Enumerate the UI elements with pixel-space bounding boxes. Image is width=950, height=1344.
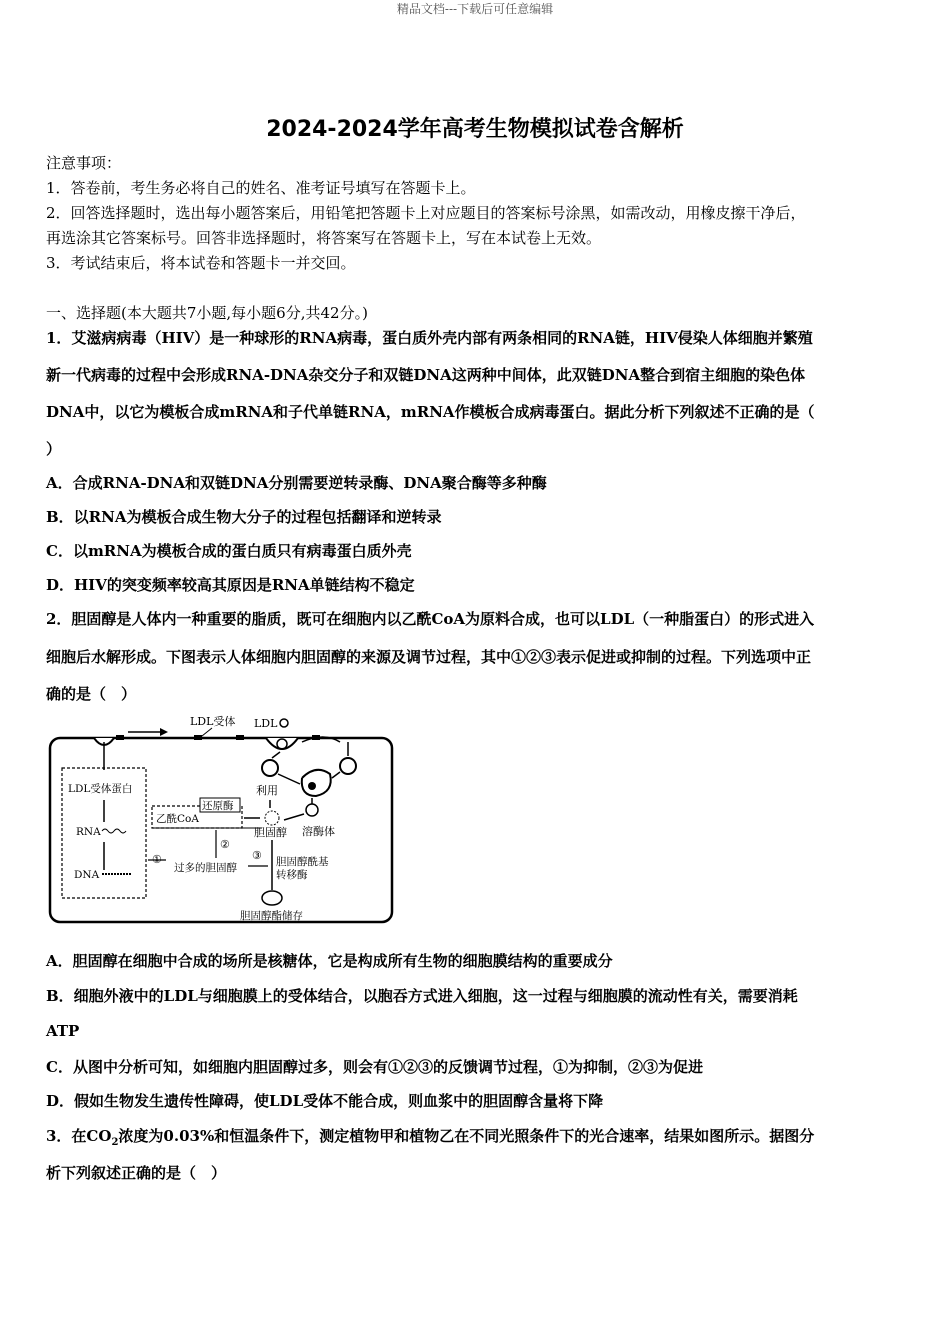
flow-arrow bbox=[272, 752, 280, 758]
mark-2: ② bbox=[220, 838, 230, 851]
label-ldl-receptor: LDL受体 bbox=[190, 715, 236, 728]
transport-arrow-head bbox=[160, 728, 168, 736]
q1-line-3: DNA中，以它为模板合成mRNA和子代单链RNA，mRNA作模板合成病毒蛋白。据此分析下列叙述不正确的是（ bbox=[46, 403, 815, 421]
label-ldl-receptor-protein: LDL受体蛋白 bbox=[68, 783, 133, 795]
q3-line-1 bbox=[46, 1125, 814, 1148]
q3-co2-subscript: 2 bbox=[111, 1137, 119, 1148]
label-excess-cholesterol: 过多的胆固醇 bbox=[174, 862, 237, 874]
label-rna: RNA bbox=[76, 826, 101, 838]
q2-option-d: D．假如生物发生遗传性障碍，使LDL受体不能合成，则血浆中的胆固醇含量将下降 bbox=[46, 1092, 604, 1110]
label-acyltransferase-1: 胆固醇酰基 bbox=[276, 856, 329, 868]
rna-strand bbox=[102, 829, 126, 833]
storage-droplet bbox=[262, 891, 282, 905]
label-cholesterol: 胆固醇 bbox=[254, 826, 287, 839]
membrane-receptor-mark bbox=[116, 735, 124, 740]
label-ldl: LDL bbox=[254, 717, 278, 730]
membrane-receptor-mark bbox=[194, 735, 202, 740]
header-note: 精品文档---下载后可任意编辑 bbox=[396, 2, 554, 16]
q1-option-a: A．合成RNA-DNA和双链DNA分别需要逆转录酶、DNA聚合酶等多种酶 bbox=[46, 474, 547, 492]
ldl-receptor-pointer bbox=[202, 728, 212, 736]
q2-option-b-cont: ATP bbox=[46, 1022, 80, 1040]
label-dna: DNA bbox=[74, 869, 100, 881]
ldl-particle bbox=[280, 719, 288, 727]
label-storage: 胆固醇酯储存 bbox=[240, 910, 303, 922]
section-heading: 一、选择题(本大题共7小题,每小题6分,共42分。) bbox=[46, 304, 368, 322]
flow-arrow bbox=[284, 814, 304, 820]
q1-line-2: 新一代病毒的过程中会形成RNA-DNA杂交分子和双链DNA这两种中间体，此双链DNA整合到宿主细胞的染色体 bbox=[46, 366, 806, 384]
notice-item-1: 1．答卷前，考生务必将自己的姓名、准考证号填写在答题卡上。 bbox=[46, 179, 476, 197]
mark-3: ③ bbox=[252, 849, 262, 862]
label-use: 利用 bbox=[256, 784, 278, 797]
label-acetyl-coa: 乙酰CoA bbox=[156, 813, 199, 825]
label-acyltransferase-2: 转移酶 bbox=[276, 869, 308, 881]
cholesterol-diagram bbox=[44, 712, 400, 928]
q2-line-2: 细胞后水解形成。下图表示人体细胞内胆固醇的来源及调节过程，其中①②③表示促进或抑制的过程。下列选项中正 bbox=[46, 648, 812, 666]
q3-line-1-rest: 浓度为0.03%和恒温条件下，测定植物甲和植物乙在不同光照条件下的光合速率，结果如图所示。据图分 bbox=[118, 1127, 815, 1145]
lysosome-core bbox=[308, 782, 316, 790]
flow-arrow bbox=[278, 774, 300, 784]
q3-line-2: 析下列叙述正确的是（ ） bbox=[46, 1164, 227, 1182]
q2-line-3: 确的是（ ） bbox=[46, 685, 137, 703]
notice-item-2: 2．回答选择题时，选出每小题答案后，用铅笔把答题卡上对应题目的答案标号涂黑，如需改动，用橡皮擦干净后， bbox=[46, 204, 806, 222]
membrane-receptor-mark bbox=[236, 735, 244, 740]
mark-1: ① bbox=[152, 853, 162, 866]
label-lysosome: 溶酶体 bbox=[302, 825, 335, 838]
notice-item-2-cont: 再选涂其它答案标号。回答非选择题时，将答案写在答题卡上，写在本试卷上无效。 bbox=[46, 229, 602, 247]
lysosome bbox=[306, 804, 318, 816]
vesicle bbox=[340, 758, 356, 774]
label-reductase: 还原酶 bbox=[202, 800, 234, 812]
page-title: 2024-2024学年高考生物模拟试卷含解析 bbox=[266, 117, 684, 142]
q1-option-d: D．HIV的突变频率较高其原因是RNA单链结构不稳定 bbox=[46, 576, 415, 594]
q2-option-c: C．从图中分析可知，如细胞内胆固醇过多，则会有①②③的反馈调节过程，①为抑制，②③为促进 bbox=[46, 1058, 703, 1076]
q3-line-1-start: 3．在CO bbox=[46, 1127, 112, 1145]
notice-item-3: 3．考试结束后，将本试卷和答题卡一并交回。 bbox=[46, 254, 356, 272]
q1-option-b: B．以RNA为模板合成生物大分子的过程包括翻译和逆转录 bbox=[46, 508, 442, 526]
q1-line-1: 1．艾滋病病毒（HIV）是一种球形的RNA病毒，蛋白质外壳内部有两条相同的RNA链，HIV侵染人体细胞并繁殖 bbox=[46, 329, 813, 347]
vesicle bbox=[262, 760, 278, 776]
q1-option-c: C．以mRNA为模板合成的蛋白质只有病毒蛋白质外壳 bbox=[46, 542, 412, 560]
flow-arrow bbox=[332, 772, 340, 778]
q2-line-1: 2．胆固醇是人体内一种重要的脂质，既可在细胞内以乙酰CoA为原料合成，也可以LDL（一种脂蛋白）的形式进入 bbox=[46, 610, 815, 628]
notice-heading: 注意事项： bbox=[46, 154, 122, 172]
cholesterol-dots bbox=[265, 811, 279, 825]
q2-option-b: B．细胞外液中的LDL与细胞膜上的受体结合，以胞吞方式进入细胞，这一过程与细胞膜的流动性有关，需要消耗 bbox=[46, 987, 798, 1005]
lysosome-fusion bbox=[302, 770, 331, 796]
q1-line-4: ） bbox=[46, 440, 62, 458]
q2-option-a: A．胆固醇在细胞中合成的场所是核糖体，它是构成所有生物的细胞膜结构的重要成分 bbox=[46, 952, 613, 970]
